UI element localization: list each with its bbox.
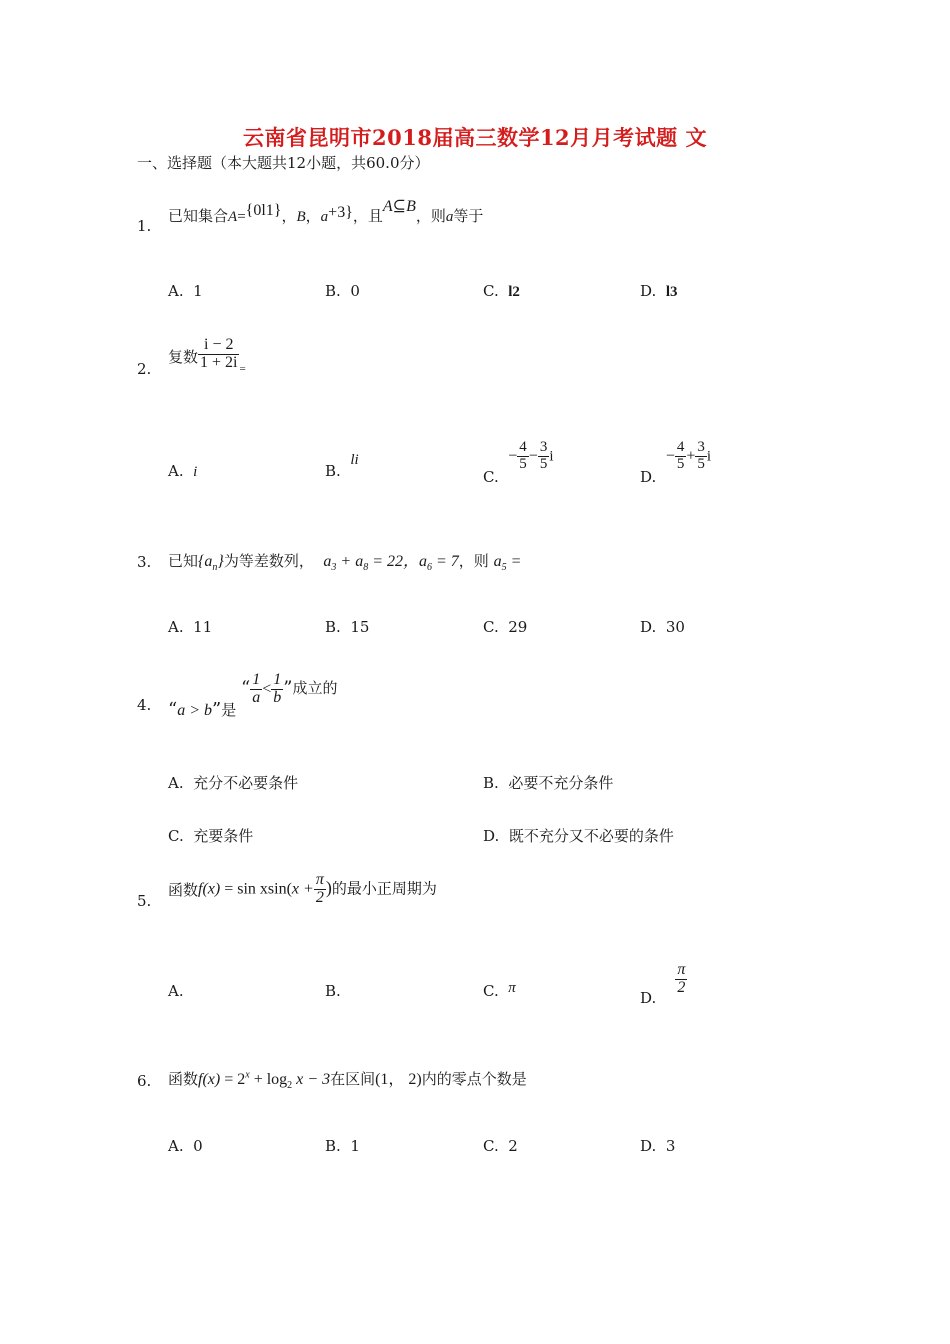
question-1-option-c: C. l2 <box>483 282 520 300</box>
question-3-text: 已知$\{a_n\}$为等差数列， $a_3 + a_8 = 22$，$a_6 = 7$，则 $a_5$ = <box>168 552 522 574</box>
question-2-option-a: A. i <box>168 462 198 480</box>
question-6-number: 6. <box>137 1072 152 1090</box>
question-3-option-d: D. 30 <box>640 618 685 636</box>
question-1-option-a: A. 1 <box>168 282 203 300</box>
question-5-option-a: A. <box>168 982 184 1000</box>
question-5-option-c: C. π <box>483 980 516 1000</box>
question-2-option-c: C. − $\frac{4}{5}$ − $\frac{3}{5}$ i <box>483 439 554 487</box>
question-4-option-d: D. 既不充分又不必要的条件 <box>483 827 674 845</box>
question-3-option-b: B. 15 <box>325 618 370 636</box>
question-2-number: 2. <box>137 360 152 378</box>
question-4-option-a: A. 充分不必要条件 <box>168 774 299 792</box>
question-6-option-a: A. 0 <box>168 1137 203 1155</box>
question-6-option-d: D. 3 <box>640 1137 676 1155</box>
question-1-option-b: B. 0 <box>325 282 360 300</box>
question-3-option-a: A. 11 <box>168 618 213 636</box>
question-3-number: 3. <box>137 553 152 571</box>
question-1-text: 已知集合A={0l1}，B，a+3}，且A⊆B，则a等于 <box>168 198 484 225</box>
question-1-option-d: D. l3 <box>640 282 678 300</box>
question-5-number: 5. <box>137 892 152 910</box>
page-title: 云南省昆明市2018届高三数学12月月考试题 文 <box>243 125 707 150</box>
section-heading: 一、选择题（本大题共12小题，共60.0分） <box>137 154 430 172</box>
question-4-option-c: C. 充要条件 <box>168 827 254 845</box>
question-6-option-b: B. 1 <box>325 1137 360 1155</box>
question-2-option-d: D. − $\frac{4}{5}$ + $\frac{3}{5}$ i <box>640 439 712 487</box>
question-5-option-d: D. $\frac{\pi}{2}$ <box>640 961 686 1008</box>
question-2-text: 复数 $\frac{i - 2}{1 + 2i}$ $_=$ <box>168 336 246 376</box>
question-4-option-b: B. 必要不充分条件 <box>483 774 614 792</box>
question-3-option-c: C. 29 <box>483 618 528 636</box>
question-5-option-b: B. <box>325 982 341 1000</box>
question-1-number: 1. <box>137 217 152 235</box>
question-6-option-c: C. 2 <box>483 1137 518 1155</box>
question-6-text: 函数$f(x) = 2^x + \log_2 x - 3$在区间(1， 2)内的零点个数是 <box>168 1069 527 1092</box>
question-2-fraction: $\frac{i - 2}{1 + 2i}$ <box>200 336 238 371</box>
question-2-option-b: B. li <box>325 452 359 480</box>
question-4-text: “a > b”是 “ $\frac{1}{a}$ < $\frac{1}{b}$ ”成立的 <box>168 671 338 721</box>
question-4-number: 4. <box>137 696 152 714</box>
question-5-text: 函数f(x) = sin xsin(x + $\frac{\pi}{2}$ )的最小正周期为 <box>168 871 437 906</box>
